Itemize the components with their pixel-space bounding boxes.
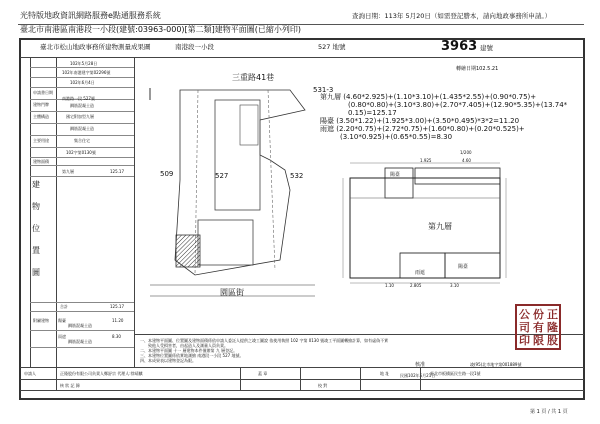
note-line: 二、本建物平面圖 十一 層建物本件僅辦第 九 層登記。 <box>140 348 238 353</box>
attach-area2: 8.30 <box>112 334 121 339</box>
footer-address-label: 地 址 <box>380 371 390 376</box>
note-line: 四、本成果表以建物登記為限。 <box>140 358 196 363</box>
approve-stamp: 核准 <box>415 362 426 368</box>
site-location-plan <box>140 60 320 300</box>
cell-apply-date: 102年5月28日 <box>70 61 98 66</box>
row-use-label: 主要用途 <box>33 138 49 143</box>
calc-line: 雨遮 (2.20*0.75)+(2.72*0.75)+(1.60*0.80)+(0.20*0.525)+ <box>320 125 525 133</box>
lot-main: 527 <box>215 172 229 180</box>
cell-address: 南港路一段 527號 <box>62 96 95 101</box>
side-label: 位 <box>32 224 40 233</box>
row-applicant-label: 申請書日期 <box>33 90 53 95</box>
seal-char: 正 <box>547 308 558 321</box>
cell-use: 集合住宅 <box>74 138 90 143</box>
floor-item: 第九層 <box>62 169 74 174</box>
scale-label: 1/200 <box>460 150 472 155</box>
balcony-label: 陽臺 <box>390 172 401 178</box>
row-area-label: 建物面積 <box>33 159 49 164</box>
calc-line: 第九層 (4.60*2.925)+(1.10*3.10)+(1.435*2.55)+(0.90*0.75)+ <box>320 93 537 101</box>
seal-char: 公 <box>519 308 530 321</box>
dim-top: 4.60 <box>462 158 471 163</box>
total-label: 合計 <box>60 304 68 309</box>
attach-label: 附屬建物 <box>33 318 49 323</box>
dim-bottom: 1.10 <box>385 283 394 288</box>
footer-seal-label: 蓋 章 <box>258 371 268 376</box>
cell-permit: 102年南港建字第02296號 <box>62 70 111 75</box>
footer-code: 竣(95)北市地字第001889號 <box>470 362 522 367</box>
stamp-date: 民國102年5月21日 <box>400 373 436 378</box>
seal-char: 印 <box>519 334 530 347</box>
side-label: 物 <box>32 202 40 211</box>
side-label: 圖 <box>32 268 40 277</box>
note-line: 一、本建物平面圖、位置圖及建物面積係依申請人委託人提供之竣工圖說 依使用執照 102 字第 0130 號竣工平面圖轉繪計算，如有虛偽不實 <box>140 338 389 343</box>
print-date: 轉繪日期102.5.21 <box>456 66 499 72</box>
attach-struct2: 鋼筋混凝土造 <box>68 339 92 344</box>
floor-label: 第九層 <box>428 222 452 231</box>
footer-applicant: 正隆股份有限公司負責人鄭舒宗 代理人:徐靖麒 <box>60 371 143 376</box>
seal-char: 份 <box>533 308 544 321</box>
cell-date2: 102年6月4日 <box>70 80 95 85</box>
company-seal <box>515 304 561 350</box>
footer-record: 核 狀 記 錄 <box>60 383 80 388</box>
road-bottom: 園區街 <box>220 288 244 297</box>
road-top: 三重路41巷 <box>232 73 275 82</box>
seal-char: 有 <box>533 321 544 334</box>
query-date: 查詢日期：113年 5月20日（如需登記謄本，請向地政事務所申請。） <box>352 12 552 20</box>
attach-struct1: 鋼筋混凝土造 <box>68 323 92 328</box>
total-area: 125.17 <box>110 304 124 309</box>
calc-line: (3.10*0.925)+(0.65*0.55)=8.30 <box>340 133 453 141</box>
attach-use1: 陽臺 <box>58 318 66 323</box>
lot-right: 532 <box>290 172 304 180</box>
system-title: 光特版地政資訊網路服務e點通服務系統 <box>20 11 161 20</box>
cell-license: 102字第0130號 <box>66 150 96 155</box>
page-number: 第 1 頁 / 共 1 頁 <box>530 409 568 415</box>
calc-line: 陽臺 (3.50*1.22)+(1.925*3.00)+(3.50*0.495)*3*2=11.20 <box>320 117 520 125</box>
side-label: 建 <box>32 180 40 189</box>
balcony-label-2: 陽臺 <box>458 264 469 270</box>
attach-use2: 雨遮 <box>58 334 66 339</box>
unit-location-hatch <box>176 235 200 267</box>
calc-line: (0.80*0.80)+(3.10*3.80)+(2.70*7.405)+(12.90*5.35)+(13.74* <box>348 101 568 109</box>
lot-top-right: 531-3 <box>313 86 334 94</box>
footer-check-label: 校 對 <box>318 383 328 388</box>
dim-bottom: 3.10 <box>450 283 459 288</box>
footer-address: 新北市板橋區民生路一段1號 <box>430 371 481 376</box>
seal-char: 隆 <box>547 321 558 334</box>
note-line: 三、本建物位置圖係依實地測繪 南港段一小段 527 地號。 <box>140 353 244 358</box>
floor-plan-drawing <box>340 158 510 288</box>
calc-line: 0.15)=125.17 <box>348 109 397 117</box>
floor-area: 125.17 <box>110 169 124 174</box>
row-building-label: 建物門牌 <box>33 102 49 107</box>
cell-struct2: 鋼筋混凝土造 <box>70 126 94 131</box>
area-calculation <box>320 93 567 141</box>
section-name: 南港段一小段 <box>175 43 214 51</box>
page-header <box>0 0 600 36</box>
building-footprint <box>215 100 260 210</box>
seal-char: 司 <box>519 321 530 334</box>
cell-struct: 鋼筋混凝土造 <box>70 103 94 108</box>
row-floor-label: 主體構造 <box>33 114 49 119</box>
building-number: 3963 <box>441 39 478 54</box>
seal-char: 限 <box>533 334 544 347</box>
dim-top: 1.925 <box>420 158 432 163</box>
seal-char: 股 <box>547 334 558 347</box>
canopy-label: 雨遮 <box>415 270 426 276</box>
side-labels <box>32 180 42 290</box>
building-label: 建號 <box>480 44 493 52</box>
lot-left: 509 <box>160 170 174 178</box>
document-subtitle: 臺北市南港區南港段一小段(建號:03963-000)[第二類]建物平面圖(已縮小列印) <box>20 25 302 34</box>
footer-applicant-label: 申請人 <box>24 371 36 376</box>
office-title: 臺北市松山地政事務所建物測量成果圖 <box>40 43 151 51</box>
side-label: 置 <box>32 246 40 255</box>
dim-bottom: 2.805 <box>410 283 422 288</box>
notes-block <box>140 338 388 363</box>
lot-number: 527 地號 <box>318 43 346 51</box>
note-line: 致他人受損害者，由起造人及測量人員負責。 <box>140 343 228 348</box>
attach-area1: 11.20 <box>112 318 124 323</box>
cell-floors: 國宅附加型九層 <box>66 114 94 119</box>
